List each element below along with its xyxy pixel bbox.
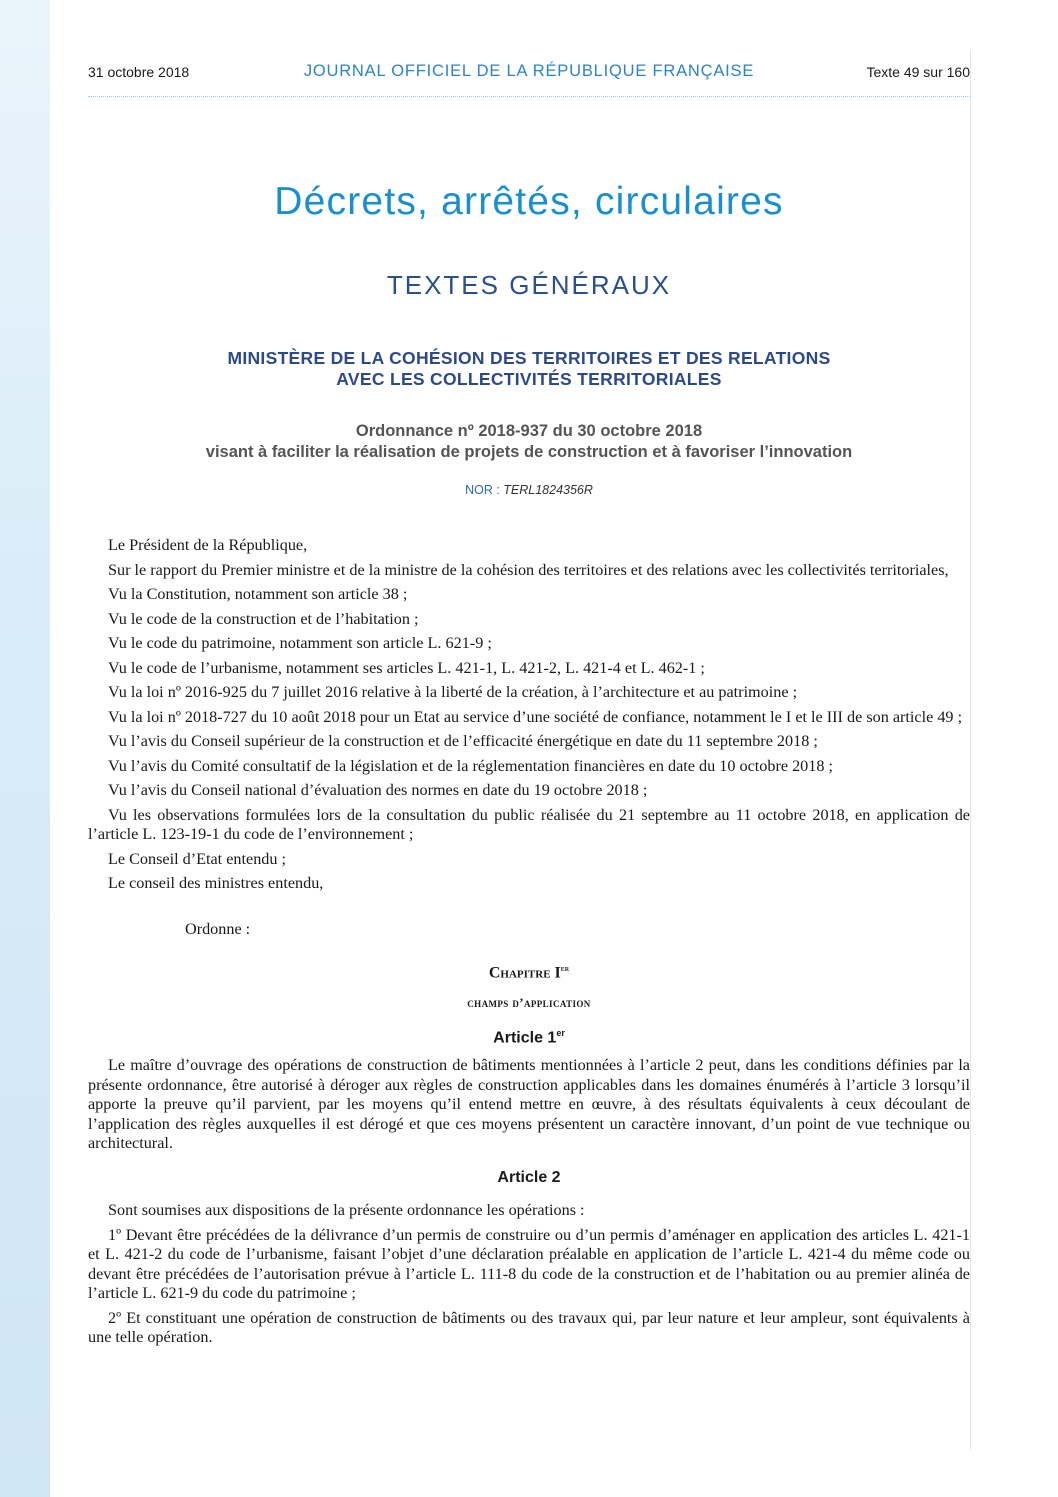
chapter-heading [88,959,970,983]
header-divider [88,96,970,97]
preamble-paragraph: Sur le rapport du Premier ministre et de la ministre de la cohésion des territoires et des relations avec les collectivités territoriales, [108,560,949,579]
article-1-label: Article 1 [493,1029,557,1047]
preamble-paragraph: Vu la Constitution, notamment son article 38 ; [108,585,408,603]
ordonnance-title [88,421,970,463]
ordonnance-line-2: visant à faciliter la réalisation de projets de construction et à favoriser l’innovation [205,443,853,461]
header-date: 31 octobre 2018 [88,64,190,80]
article-2-paragraph: 1º Devant être précédées de la délivrance d’un permis de construire ou d’un permis d’aménager en application des articles L. 421-1 et L. 421-2 du code de l’urbanisme, faisant l’objet d’une déclaration préalable en application de l’article L. 421-4 du même code ou devant être précédées de l’autorisation prévue à l’article L. 111-8 du code de la construction et de l’habitation ou au premier alinéa de l’article L. 621-9 du code du patrimoine ; [88,1225,970,1303]
ordonne-statement: Ordonne : [185,919,251,938]
ordonnance-line-1: Ordonnance nº 2018-937 du 30 octobre 2018 [355,422,703,440]
header-journal-title: JOURNAL OFFICIEL DE LA RÉPUBLIQUE FRANÇAISE [303,62,755,80]
ministry-heading [88,348,970,390]
preamble-paragraph: Vu le code de la construction et de l’habitation ; [108,609,419,628]
article-2-paragraph: 2º Et constituant une opération de construction de bâtiments ou des travaux qui, par leur nature et leur ampleur, sont équivalents à une telle opération. [88,1308,970,1347]
chapter-label-sup: er [560,963,570,973]
article-2-paragraph: Sont soumises aux dispositions de la présente ordonnance les opérations : [108,1201,585,1220]
chapter-title: champs d’application [467,994,591,1010]
article-1-label-sup: er [556,1028,565,1039]
nor-value: TERL1824356R [503,483,593,497]
preamble-paragraph: Vu la loi nº 2016-925 du 7 juillet 2016 relative à la liberté de la création, à l’architecture et au patrimoine ; [108,683,798,701]
preamble-paragraph: Vu la loi nº 2018-727 du 10 août 2018 pour un Etat au service d’une société de confiance, notamment le I et le III de son article 49 ; [108,707,963,726]
preamble-paragraph: Vu l’avis du Conseil national d’évaluation des normes en date du 19 octobre 2018 ; [108,781,648,799]
preamble-paragraph: Le Président de la République, [108,536,308,554]
preamble-paragraph: Vu le code de l’urbanisme, notamment ses articles L. 421-1, L. 421-2, L. 421-4 et L. 462-1 ; [108,658,705,677]
header-text-number: Texte 49 sur 160 [866,64,970,80]
nor-label: NOR : [465,483,504,497]
nor-reference [88,483,970,497]
chapter-label: Chapitre I [488,964,561,982]
ministry-line-1: MINISTÈRE DE LA COHÉSION DES TERRITOIRES ET DES RELATIONS [227,348,831,368]
article-2-heading: Article 2 [497,1168,561,1186]
preamble-paragraph: Vu les observations formulées lors de la consultation du public réalisée du 21 septembre au 11 octobre 2018, en application de l’article L. 123-19-1 du code de l’environnement ; [88,805,970,843]
preamble-paragraph: Vu l’avis du Comité consultatif de la législation et de la réglementation financières en date du 10 octobre 2018 ; [108,756,833,775]
preamble-paragraph: Vu le code du patrimoine, notamment son article L. 621-9 ; [108,634,492,652]
left-margin-band [0,0,50,1497]
preamble-paragraph: Le Conseil d’Etat entendu ; [108,849,287,868]
running-header [88,62,970,86]
preamble-paragraph: Le conseil des ministres entendu, [108,874,324,892]
right-margin-rule [970,50,981,1450]
article-1-heading [88,1024,970,1048]
document-body [88,536,970,1353]
subsection-title: TEXTES GÉNÉRAUX [386,270,672,300]
ministry-line-2: AVEC LES COLLECTIVITÉS TERRITORIALES [336,369,722,389]
article-1-text: Le maître d’ouvrage des opérations de construction de bâtiments mentionnées à l’article 2 peut, dans les conditions définies par la présente ordonnance, être autorisé à déroger aux règles de construction applicables dans les domaines énumérés à l’article 3 lorsqu’il apporte la preuve qu’il parvient, par les moyens qu’il entend mettre en œuvre, à des résultats équivalents à ceux découlant de l’application des règles auxquelles il est dérogé et que ces moyens présentent un caractère innovant, d’un point de vue technique ou architectural. [88,1056,970,1153]
page [88,0,970,1497]
section-title: Décrets, arrêtés, circulaires [274,180,784,223]
preamble-paragraph: Vu l’avis du Conseil supérieur de la construction et de l’efficacité énergétique en date du 11 septembre 2018 ; [108,732,818,750]
